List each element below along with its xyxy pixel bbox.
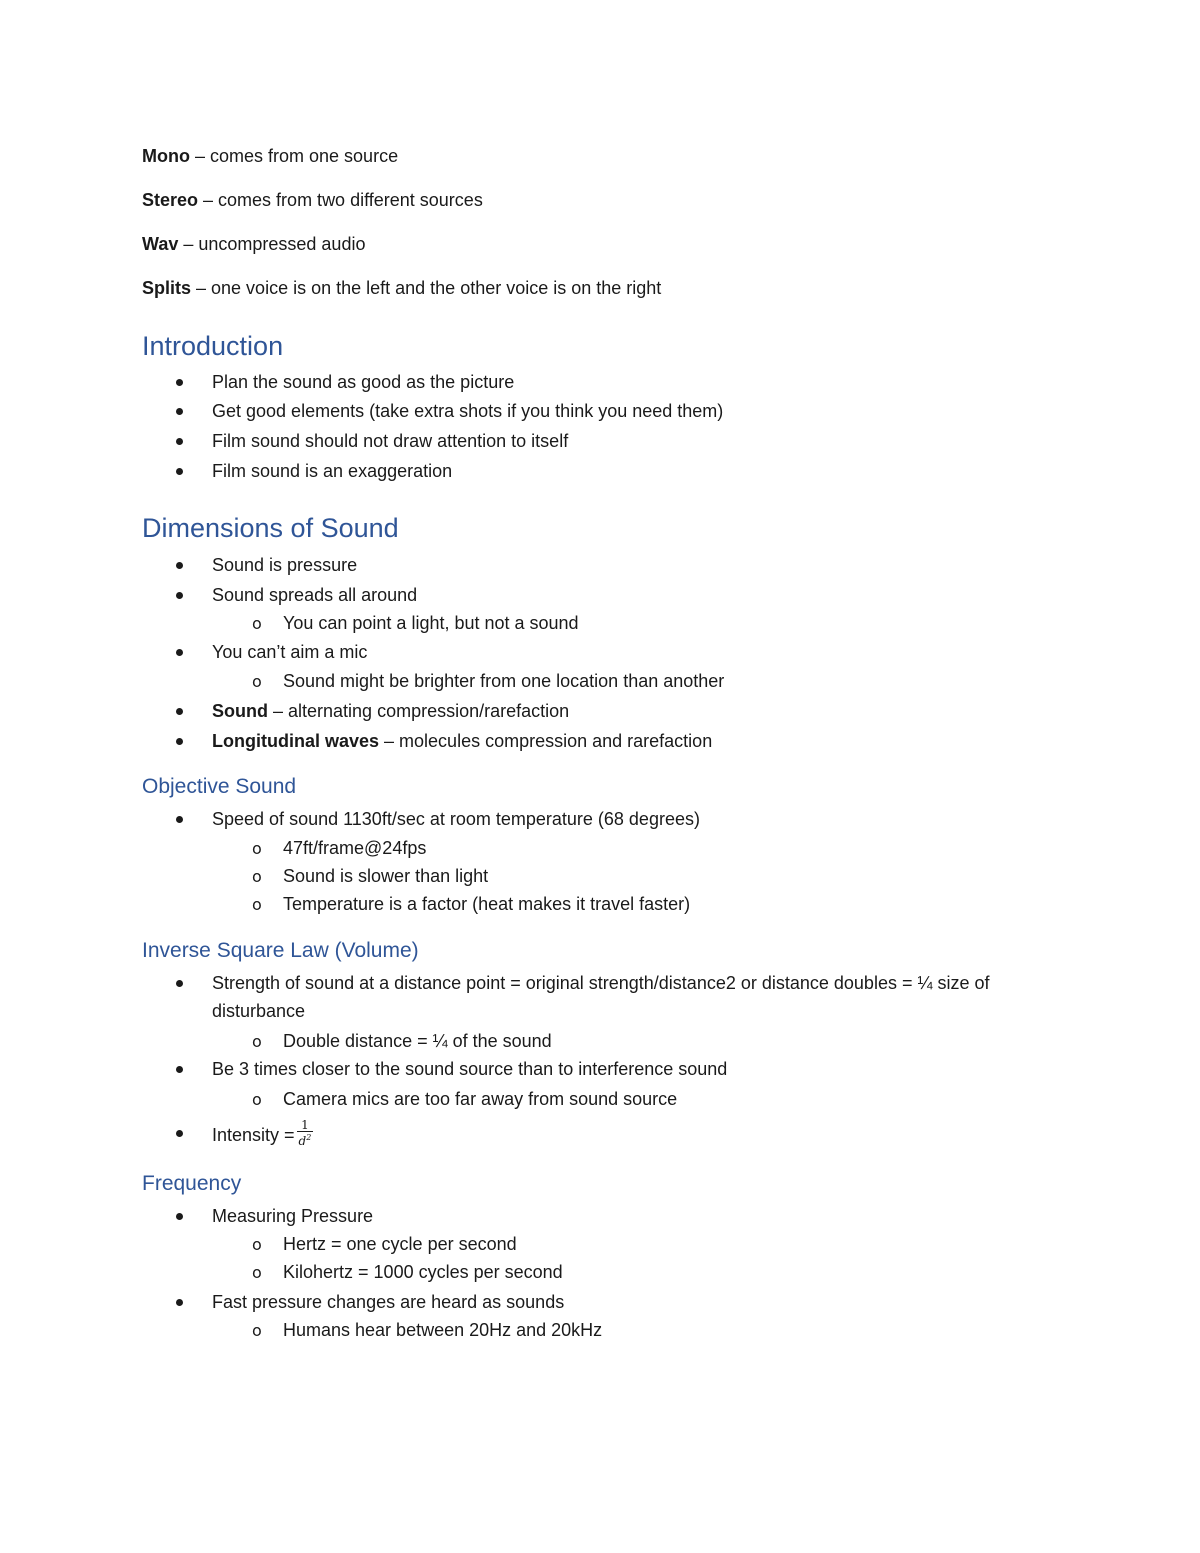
sub-list-item: [252, 670, 725, 692]
heading-frequency: Frequency: [142, 1172, 242, 1195]
definition-splits: [142, 277, 661, 299]
list-item-text: You can point a light, but not a sound: [283, 613, 579, 633]
definition-text: – comes from one source: [189, 146, 399, 166]
list-item-text: Humans hear between 20Hz and 20kHz: [283, 1320, 603, 1340]
bullet-icon: [176, 438, 183, 445]
circle-bullet-icon: o: [252, 867, 262, 886]
list-item-text: – alternating compression/rarefaction: [268, 701, 570, 721]
circle-bullet-icon: o: [252, 672, 262, 691]
term: Stereo: [142, 190, 199, 210]
list-item-text: Kilohertz = 1000 cycles per second: [283, 1262, 563, 1282]
definition-stereo: [142, 189, 483, 211]
list-item-text: Temperature is a factor (heat makes it travel faster): [283, 894, 691, 914]
bullet-icon: [176, 562, 183, 569]
intensity-formula: [297, 1119, 314, 1147]
term: Sound: [212, 701, 268, 721]
list-item: [212, 430, 568, 452]
list-item: [212, 1058, 727, 1080]
list-item: [212, 1291, 564, 1313]
list-item-text: Film sound should not draw attention to itself: [212, 431, 569, 451]
list-item-text: Be 3 times closer to the sound source than to interference sound: [212, 1059, 728, 1079]
heading-dimensions-of-sound: Dimensions of Sound: [142, 513, 399, 543]
list-item-text: You can’t aim a mic: [212, 642, 368, 662]
list-item-text: Sound might be brighter from one location than another: [283, 671, 725, 691]
bullet-icon: [176, 468, 183, 475]
formula-numerator: 1: [297, 1119, 314, 1132]
list-item-text: Sound is pressure: [212, 555, 358, 575]
list-item-text: – molecules compression and rarefaction: [379, 731, 713, 751]
bullet-icon: [176, 1066, 183, 1073]
circle-bullet-icon: o: [252, 1032, 262, 1051]
list-item-text: Intensity =: [212, 1124, 295, 1145]
heading-objective-sound: Objective Sound: [142, 775, 297, 798]
term: Wav: [142, 234, 179, 254]
list-item: [212, 371, 514, 393]
circle-bullet-icon: o: [252, 839, 262, 858]
term: Splits: [142, 278, 192, 298]
circle-bullet-icon: o: [252, 1235, 262, 1254]
list-item-text: Camera mics are too far away from sound source: [283, 1089, 678, 1109]
list-item-text: Fast pressure changes are heard as sounds: [212, 1292, 565, 1312]
bullet-icon: [176, 592, 183, 599]
list-item-text: Get good elements (take extra shots if you think you need them): [212, 401, 724, 421]
list-item-text: Double distance = ¼ of the sound: [283, 1031, 552, 1051]
list-item: [212, 641, 367, 663]
list-item-text: Plan the sound as good as the picture: [212, 372, 515, 392]
term: Mono: [142, 146, 190, 166]
sub-list-item: [252, 1233, 517, 1255]
definition-wav: [142, 233, 365, 255]
sub-list-item: [252, 1261, 563, 1283]
definition-text: – one voice is on the left and the other voice is on the right: [191, 278, 662, 298]
list-item: [212, 554, 357, 576]
bullet-icon: [176, 708, 183, 715]
bullet-icon: [176, 738, 183, 745]
bullet-icon: [176, 1130, 183, 1137]
circle-bullet-icon: o: [252, 1263, 262, 1282]
definition-text: – uncompressed audio: [178, 234, 366, 254]
list-item: [212, 584, 417, 606]
formula-base: d: [298, 1134, 307, 1148]
bullet-icon: [176, 980, 183, 987]
list-item-text: Film sound is an exaggeration: [212, 461, 453, 481]
list-item-text: Measuring Pressure: [212, 1206, 374, 1226]
bullet-icon: [176, 1213, 183, 1220]
circle-bullet-icon: o: [252, 614, 262, 633]
bullet-icon: [176, 649, 183, 656]
heading-introduction: Introduction: [142, 331, 284, 361]
bullet-icon: [176, 1299, 183, 1306]
list-item-text: Sound spreads all around: [212, 585, 418, 605]
sub-list-item: [252, 612, 579, 634]
list-item-text: Hertz = one cycle per second: [283, 1234, 517, 1254]
list-item: [212, 730, 712, 752]
circle-bullet-icon: o: [252, 1090, 262, 1109]
list-item: [212, 460, 452, 482]
list-item-text: Sound is slower than light: [283, 866, 489, 886]
bullet-icon: [176, 408, 183, 415]
bullet-icon: [176, 379, 183, 386]
sub-list-item: [252, 1319, 603, 1341]
list-item: [212, 1118, 313, 1150]
circle-bullet-icon: o: [252, 895, 262, 914]
list-item: [212, 808, 700, 830]
definition-mono: [142, 145, 398, 167]
heading-inverse-square-law: Inverse Square Law (Volume): [142, 939, 419, 962]
list-item: [212, 969, 1052, 1025]
list-item-text: Strength of sound at a distance point = original strength/distance2 or distance doubles = ¼ size of disturbance: [212, 973, 990, 1021]
list-item-text: 47ft/frame@24fps: [283, 838, 427, 858]
bullet-icon: [176, 816, 183, 823]
sub-list-item: [252, 837, 427, 859]
list-item: [212, 1205, 373, 1227]
sub-list-item: [252, 865, 489, 887]
list-item: [212, 700, 569, 722]
sub-list-item: [252, 1030, 552, 1052]
formula-denominator: [297, 1132, 314, 1147]
list-item: [212, 400, 723, 422]
list-item-text: Speed of sound 1130ft/sec at room temperature (68 degrees): [212, 809, 700, 829]
formula-exponent: 2: [306, 1133, 312, 1142]
sub-list-item: [252, 893, 691, 915]
circle-bullet-icon: o: [252, 1321, 262, 1340]
term: Longitudinal waves: [212, 731, 380, 751]
definition-text: – comes from two different sources: [198, 190, 483, 210]
sub-list-item: [252, 1088, 678, 1110]
